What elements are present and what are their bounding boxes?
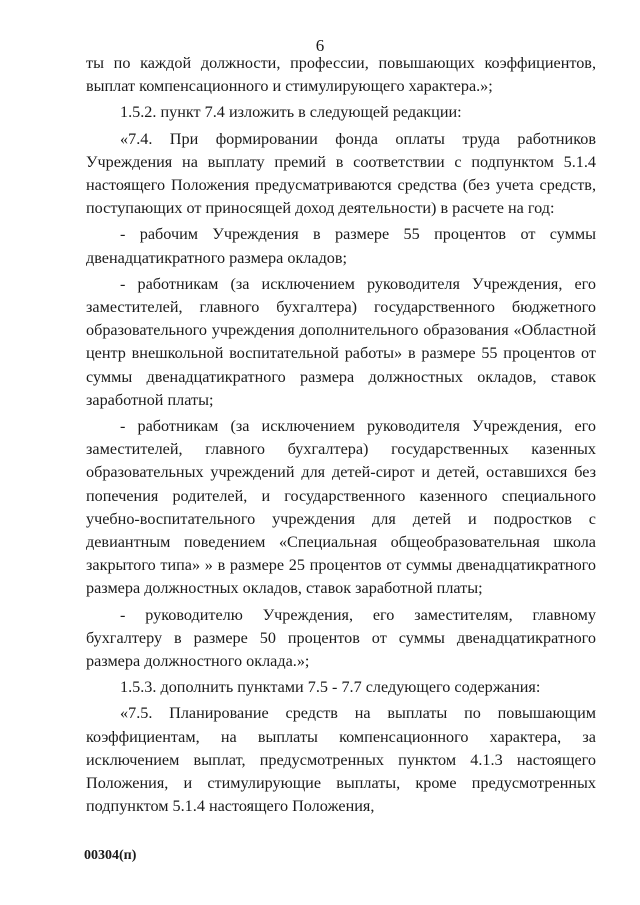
paragraph-continuation: ты по каждой должности, профессии, повышающих коэффициентов, выплат компенсационного и стимулирующего характера.»;: [86, 54, 596, 96]
list-item-management: - руководителю Учреждения, его заместителям, главному бухгалтеру в размере 50 процентов от суммы двенадцатикратного размера должностного оклада.»;: [86, 605, 596, 671]
paragraph-1-5-2: 1.5.2. пункт 7.4 изложить в следующей редакции:: [120, 103, 462, 122]
paragraph-7-4: «7.4. При формировании фонда оплаты труда работников Учреждения на выплату премий в соответствии с подпунктом 5.1.4 настоящего Положения предусматриваются средства (без учета средств, поступающих от приносящей доход деятельности) в расчете на год:: [86, 129, 596, 218]
document-body: [86, 52, 596, 822]
document-code: 00304(п): [84, 848, 137, 863]
paragraph-7-5: «7.5. Планирование средств на выплаты по повышающим коэффициентам, на выплаты компенсационного характера, за исключением выплат, предусмотренных пунктом 4.1.3 настоящего Положения, и стимулирующие выплаты, кроме предусмотренных подпунктом 5.1.4 настоящего Положения,: [86, 704, 596, 816]
list-item-workers: - рабочим Учреждения в размере 55 процентов от суммы двенадцатикратного размера окладов;: [86, 225, 596, 267]
list-item-budget-institution: - работникам (за исключением руководителя Учреждения, его заместителей, главного бухгалтера) государственного бюджетного образовательного учреждения дополнительного образования «Областной центр внешкольной воспитательной работы» в размере 55 процентов от суммы двенадцатикратного размера должностных окладов, ставок заработной платы;: [86, 274, 596, 409]
page-number: 6: [315, 36, 325, 55]
list-item-state-institutions: - работникам (за исключением руководителя Учреждения, его заместителей, главного бухгалтера) государственных казенных образовательных учреждений для детей-сирот и детей, оставшихся без попечения родителей, и государственного казенного специального учебно-воспитательного учреждения для детей и подростков с девиантным поведением «Специальная общеобразовательная школа закрытого типа» » в размере 25 процентов от суммы двенадцатикратного размера должностных окладов, ставок заработной платы;: [86, 417, 596, 598]
paragraph-1-5-3: 1.5.3. дополнить пунктами 7.5 - 7.7 следующего содержания:: [120, 678, 541, 697]
